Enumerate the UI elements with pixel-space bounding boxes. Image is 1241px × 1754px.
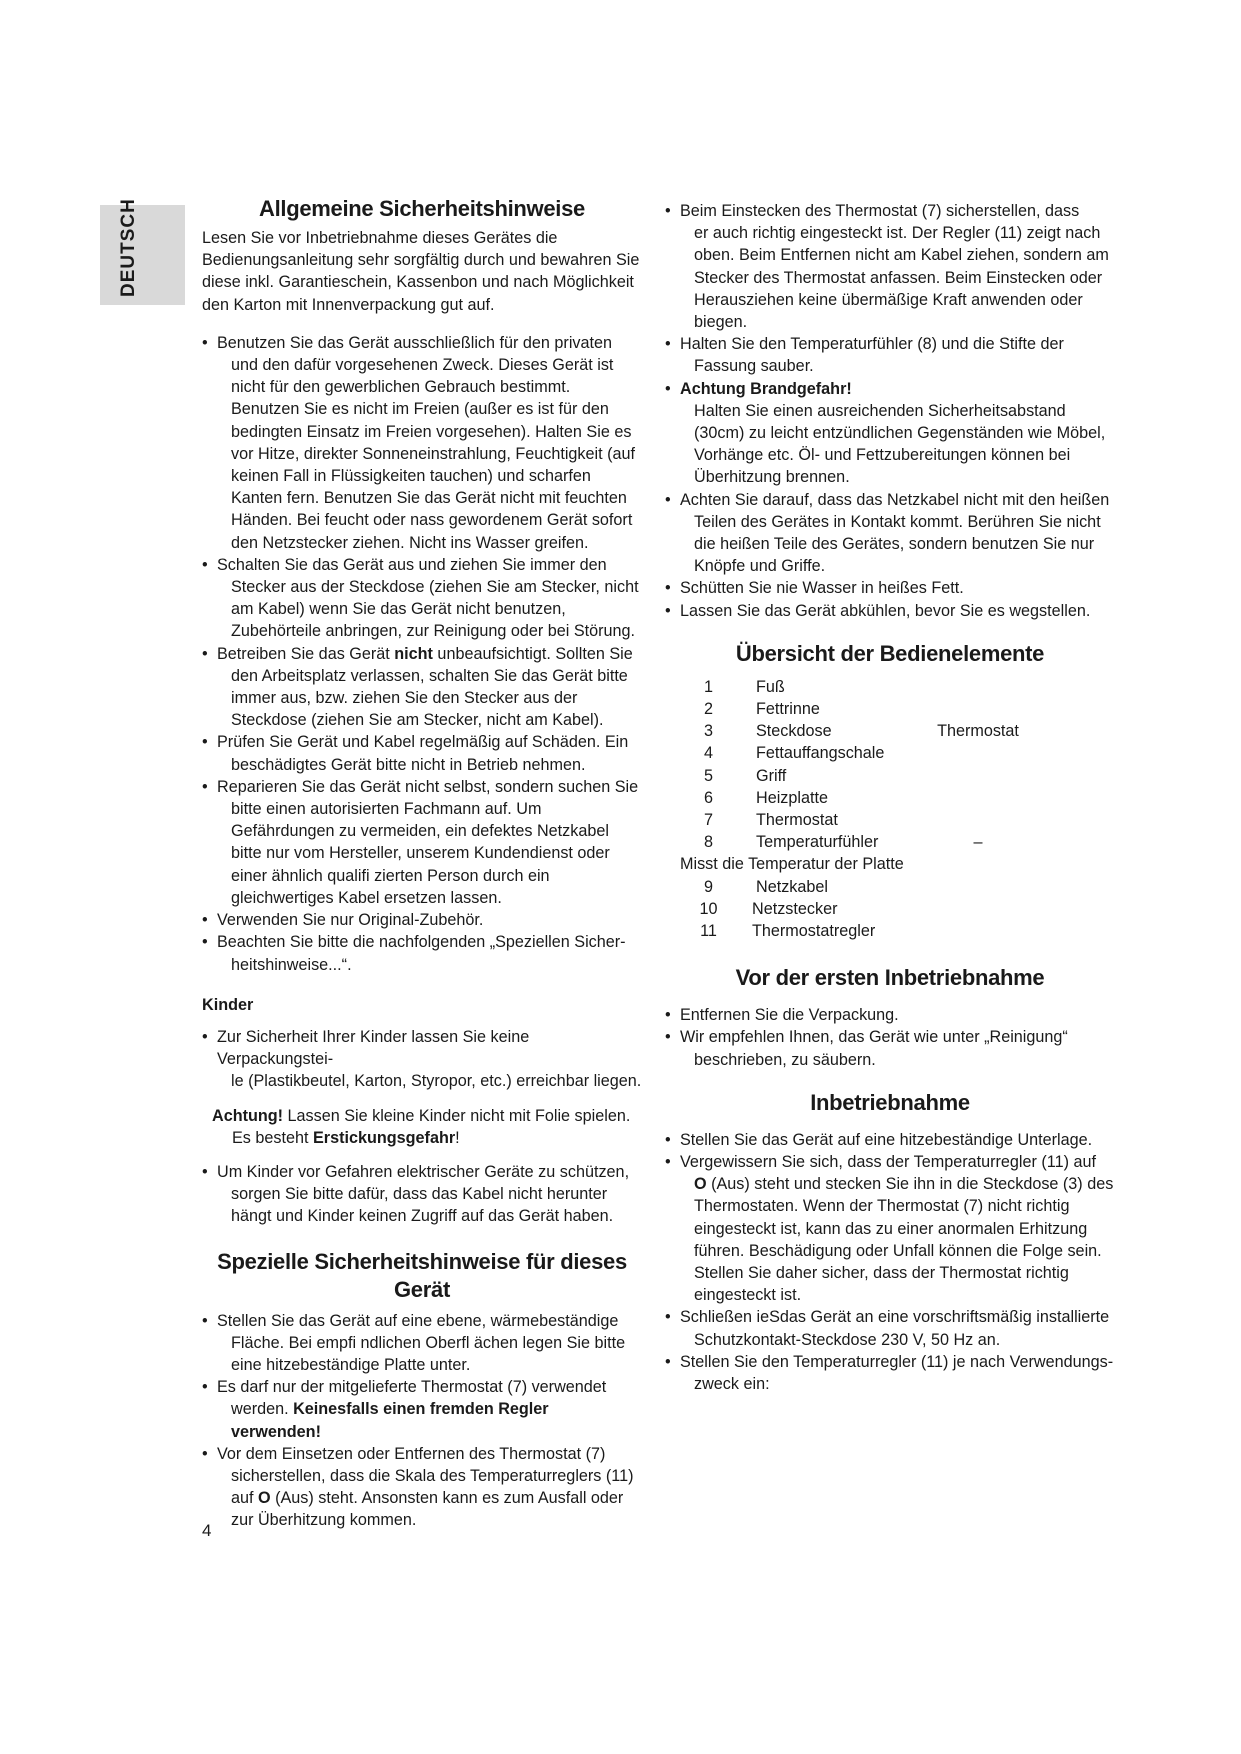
list-item: • Schalten Sie das Gerät aus und ziehen Sie immer den Stecker aus der Steckdose (ziehen Sie am Stecker, nicht am Kabel) wenn Sie das Gerät nicht benutzen, Zubehörteile anbringen, zur Reinigung oder bei Störung.	[202, 554, 642, 643]
kinder-list-2	[202, 1161, 642, 1228]
list-item: • Reparieren Sie das Gerät nicht selbst, sondern suchen Sie bitte einen autorisierten Fachmann auf. Um Gefährdungen zu vermeiden, ein defektes Netzkabel bitte nur vom Hersteller, unserem Kundendienst oder einer ähnlich qualifi zierten Person durch ein gleichwertiges Kabel ersetzen lassen.	[202, 776, 642, 909]
list-item: • Beim Einstecken des Thermostat (7) sicherstellen, dass er auch richtig eingesteckt ist. Der Regler (11) zeigt nach oben. Beim Entfernen nicht am Kabel ziehen, sondern am Stecker des Thermostat anfassen. Beim Einstecken oder Herausziehen keine übermäßige Kraft anwenden oder biegen.	[665, 200, 1115, 333]
general-safety-title: Allgemeine Sicherheitshinweise	[258, 196, 585, 221]
first-use-title: Vor der ersten Inbetriebnahme	[735, 965, 1045, 991]
list-item: • Lassen Sie das Gerät abkühlen, bevor Sie es wegstellen.	[665, 600, 1115, 622]
kinder-heading: Kinder	[202, 995, 254, 1014]
list-item: • Beachten Sie bitte die nachfolgenden „Speziellen Sicher- heitshinweise...“.	[202, 931, 642, 975]
part-row: 7 Thermostat	[703, 810, 838, 829]
general-safety-list	[202, 332, 642, 976]
list-item: • Verwenden Sie nur Original-Zubehör.	[202, 909, 642, 931]
list-item: • Vergewissern Sie sich, dass der Temperaturregler (11) auf O (Aus) steht und stecken Sie ihn in die Steckdose (3) des Thermostaten. Wenn der Thermostat (7) nicht richtig eingesteckt ist, kann das zu einer anormalen Erhitzung führen. Beschädigung oder Unfall können die Folge sein. Stellen Sie daher sicher, dass der Thermostat richtig eingesteckt ist.	[665, 1151, 1115, 1306]
list-item: • Achten Sie darauf, dass das Netzkabel nicht mit den heißen Teilen des Gerätes in Kontakt kommt. Berühren Sie nicht die heißen Teile des Gerätes, sondern benutzen Sie nur Knöpfe und Griffe.	[665, 489, 1115, 578]
operation-list	[665, 1129, 1115, 1395]
special-safety-list	[202, 1310, 642, 1532]
thermostat-list	[665, 200, 1115, 622]
part-row: 10 Netzstecker	[699, 899, 838, 918]
list-item: • Zur Sicherheit Ihrer Kinder lassen Sie keine Verpackungstei- le (Plastikbeutel, Karton, Styropor, etc.) erreichbar liegen.	[202, 1026, 642, 1093]
list-item: • Prüfen Sie Gerät und Kabel regelmäßig auf Schäden. Ein beschädigtes Gerät bitte nicht in Betrieb nehmen.	[202, 731, 642, 775]
part-row: 2 Fettrinne	[703, 700, 820, 719]
language-tab	[100, 205, 185, 305]
parts-list	[665, 676, 1115, 942]
part-row: 5 Griff	[703, 766, 787, 785]
part-row: 9 Netzkabel	[703, 877, 828, 896]
list-item: • Um Kinder vor Gefahren elektrischer Geräte zu schützen, sorgen Sie bitte dafür, dass das Kabel nicht herunter hängt und Kinder keinen Zugriff auf das Gerät haben.	[202, 1161, 642, 1228]
list-item: • Betreiben Sie das Gerät nicht unbeaufsichtigt. Sollten Sie den Arbeitsplatz verlassen, schalten Sie das Gerät bitte immer aus, bzw. ziehen Sie den Stecker aus der Steckdose (ziehen Sie am Stecker, nicht am Kabel).	[202, 643, 642, 732]
list-item: • Stellen Sie das Gerät auf eine hitzebeständige Unterlage.	[665, 1129, 1115, 1151]
list-item: • Vor dem Einsetzen oder Entfernen des Thermostat (7) sicherstellen, dass die Skala des Temperaturreglers (11) auf O (Aus) steht. Ansonsten kann es zum Ausfall oder zur Überhitzung kommen.	[202, 1443, 642, 1532]
overview-title: Übersicht der Bedienelemente	[735, 640, 1045, 666]
first-use-list	[665, 1004, 1115, 1071]
achtung-notice: Achtung! Lassen Sie kleine Kinder nicht mit Folie spielen. Es besteht Erstickungsgefahr!	[212, 1106, 631, 1147]
list-item: • Achtung Brandgefahr! Halten Sie einen ausreichenden Sicherheitsabstand (30cm) zu leicht entzündlichen Gegenständen wie Möbel, Vorhänge etc. Öl- und Fettzubereitungen können bei Überhitzung brennen.	[665, 378, 1115, 489]
list-item: • Stellen Sie das Gerät auf eine ebene, wärmebeständige Fläche. Bei empfi ndlichen Oberfl ächen legen Sie bitte eine hitzebeständige Platte unter.	[202, 1310, 642, 1377]
left-column	[202, 195, 642, 1532]
list-item: • Schütten Sie nie Wasser in heißes Fett.	[665, 577, 1115, 599]
special-safety-title: Spezielle Sicherheitshinweise für dieses Gerät	[217, 1248, 627, 1302]
page-number: 4	[202, 1521, 212, 1540]
part-row: 8 Temperaturfühler –	[703, 833, 983, 852]
language-tab-label: DEUTSCH	[118, 198, 139, 297]
operation-title: Inbetriebnahme	[810, 1089, 970, 1115]
list-item: • Stellen Sie den Temperaturregler (11) je nach Verwendungs- zweck ein:	[665, 1351, 1115, 1395]
part-row: 1 Fuß	[703, 677, 785, 696]
part-row: 11 Thermostatregler	[700, 921, 876, 940]
part-row: 4 Fettauffangschale	[703, 744, 885, 763]
part-row: 3 Steckdose Thermostat	[703, 722, 1019, 741]
list-item: • Wir empfehlen Ihnen, das Gerät wie unter „Reinigung“ beschrieben, zu säubern.	[665, 1026, 1115, 1070]
list-item: • Halten Sie den Temperaturfühler (8) und die Stifte der Fassung sauber.	[665, 333, 1115, 377]
intro-paragraph: Lesen Sie vor Inbetriebnahme dieses Gerätes die Bedienungsanleitung sehr sorgfältig durch und bewahren Sie diese inkl. Garantieschein, Kassenbon und nach Möglichkeit den Karton mit Innenverpackung gut auf.	[202, 229, 640, 314]
part-8-note: Misst die Temperatur der Platte	[680, 855, 904, 874]
part-row: 6 Heizplatte	[703, 788, 828, 807]
list-item: • Entfernen Sie die Verpackung.	[665, 1004, 1115, 1026]
list-item: • Schließen ieSdas Gerät an eine vorschriftsmäßig installierte Schutzkontakt-Steckdose 230 V, 50 Hz an.	[665, 1306, 1115, 1350]
kinder-list	[202, 1026, 642, 1093]
list-item: • Es darf nur der mitgelieferte Thermostat (7) verwendet werden. Keinesfalls einen fremden Regler verwenden!	[202, 1376, 642, 1443]
right-column	[665, 200, 1115, 1395]
list-item: • Benutzen Sie das Gerät ausschließlich für den privaten und den dafür vorgesehenen Zweck. Dieses Gerät ist nicht für den gewerblichen Gebrauch bestimmt. Benutzen Sie es nicht im Freien (außer es ist für den bedingten Einsatz im Freien vorgesehen). Halten Sie es vor Hitze, direkter Sonneneinstrahlung, Feuchtigkeit (auf keinen Fall in Flüssigkeiten tauchen) und scharfen Kanten fern. Benutzen Sie das Gerät nicht mit feuchten Händen. Bei feucht oder nass gewordenem Gerät sofort den Netzstecker ziehen. Nicht ins Wasser greifen.	[202, 332, 642, 554]
